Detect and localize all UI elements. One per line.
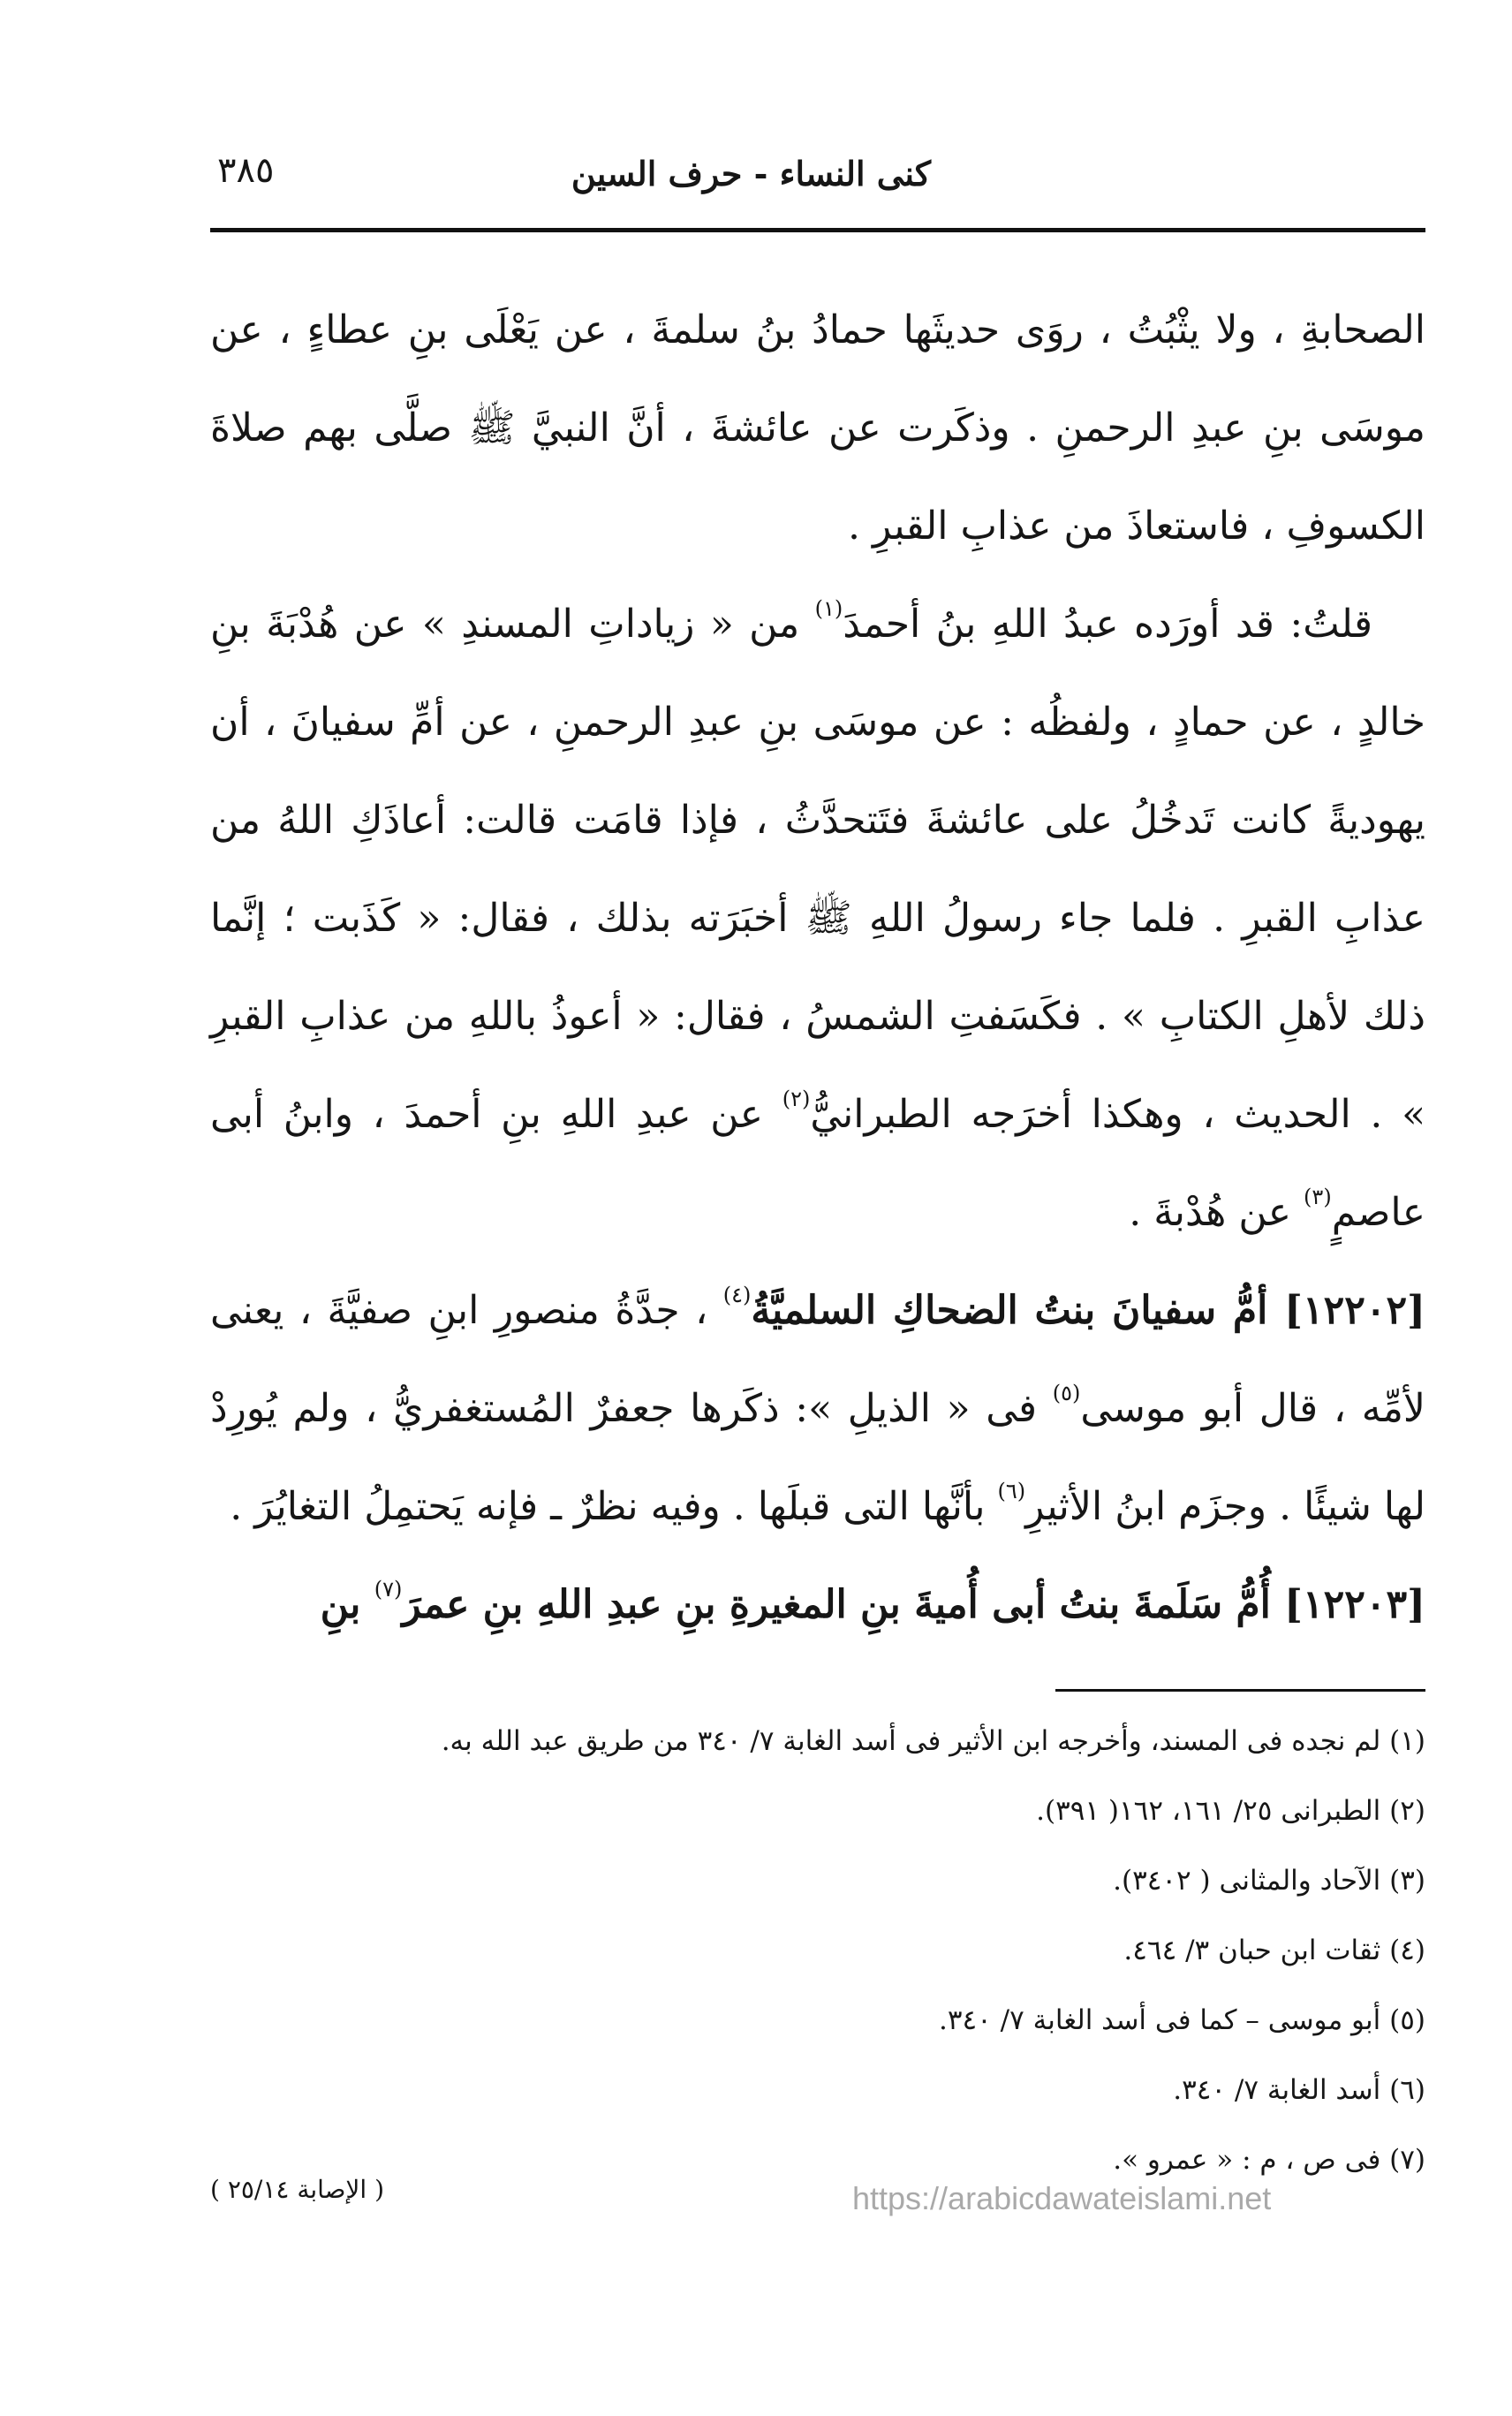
footnote-6: (٦) أسد الغابة ٧/ ٣٤٠. — [1173, 2074, 1425, 2106]
bottom-reference: ( الإصابة ٢٥/١٤ ) — [210, 2175, 385, 2204]
footnote-2: (٢) الطبرانى ٢٥/ ١٦١، ١٦٢( ٣٩١). — [1036, 1795, 1425, 1827]
entry-name-umm-sufyan: أمُّ سفيانَ بنتُ الضحاكِ السلميَّةُ — [751, 1288, 1285, 1333]
paragraph-1: الصحابةِ ، ولا يثْبُتُ ، روَى حديثَها حمادُ بنُ سلمةَ ، عن يَعْلَى بنِ عطاءٍ ، عن موسَى بنِ عبدِ الرحمنِ . وذكَرت عن عائشةَ ، أنَّ النبيَّ ﷺ صلَّى بهم صلاةَ الكسوفِ ، فاستعاذَ من عذابِ القبرِ . — [210, 307, 1425, 549]
paragraph-2-part-c: عن عبدِ اللهِ بنِ أحمدَ ، وابنُ أبى عاصمٍ — [210, 1092, 1425, 1235]
footnote-4: (٤) ثقات ابن حبان ٣/ ٤٦٤. — [1123, 1935, 1425, 1966]
paragraph-2 — [210, 575, 1425, 1261]
footnote-ref-6: (٦) — [997, 1479, 1026, 1503]
entry-12202-part-c: بأنَّها التى قبلَها . وفيه نظرٌ ـ فإنه يَحتمِلُ التغايُرَ . — [230, 1484, 998, 1529]
footnote-separator — [1055, 1689, 1425, 1692]
page-number: ٣٨٥ — [217, 150, 275, 191]
entry-name-umm-salama: أُمُّ سَلَمةَ بنتُ أبى أُميةَ بنِ المغيرةِ بنِ عبدِ اللهِ بنِ عمرَ — [402, 1582, 1285, 1627]
footnote-ref-1: (١) — [814, 596, 843, 621]
footnotes — [210, 1707, 1425, 2195]
footnote-ref-2: (٢) — [782, 1087, 811, 1111]
page-header — [210, 148, 1425, 210]
footnote-ref-5: (٥) — [1052, 1381, 1081, 1405]
entry-number-12202: [١٢٢٠٢] — [1284, 1288, 1425, 1333]
paragraph-2-part-b: من « زياداتِ المسندِ » عن هُدْبَةَ بنِ خالدٍ ، عن حمادٍ ، ولفظُه : عن موسَى بنِ عبدِ الرحمنِ ، عن أمِّ سفيانَ ، أن يهوديةً كانت تَدخُلُ على عائشةَ فتَتحدَّثُ ، فإذا قامَت قالت: أعاذَكِ اللهُ من عذابِ القبرِ . فلما جاء رسولُ اللهِ ﷺ أخبَرَته بذلك ، فقال: « كَذَبت ؛ إنَّما ذلك لأهلِ الكتابِ » . فكَسَفتِ الشمسُ ، فقال: « أعوذُ باللهِ من عذابِ القبرِ » . الحديث ، وهكذا أخرَجه الطبرانيُّ — [210, 602, 1426, 1137]
main-text — [210, 281, 1425, 1654]
footnote-ref-7: (٧) — [374, 1577, 403, 1602]
footnote-1: (١) لم نجده فى المسند، وأخرجه ابن الأثير فى أسد الغابة ٧/ ٣٤٠ من طريق عبد الله به. — [441, 1725, 1425, 1757]
entry-12202-part-a: ، جدَّةُ منصورِ ابنِ صفيَّةَ ، يعنى لأمِّه ، قال أبو موسى — [210, 1288, 1425, 1431]
running-title: كنى النساء - حرف السين — [571, 154, 931, 193]
paragraph-2-part-d: عن هُدْبةَ . — [1129, 1190, 1304, 1235]
entry-12202 — [210, 1261, 1425, 1556]
paragraph-2-part-a: قلتُ: قد أورَده عبدُ اللهِ بنُ أحمدَ — [843, 602, 1373, 647]
footnote-ref-4: (٤) — [722, 1283, 752, 1307]
watermark-url: https://arabicdawateislami.net — [852, 2180, 1272, 2216]
footnote-3: (٣) الآحاد والمثانى ( ٣٤٠٢). — [1113, 1865, 1425, 1897]
entry-12202-part-b: فى « الذيلِ »: ذكَرها جعفرٌ المُستغفريُّ ، ولم يُورِدْ لها شيئًا . وجزَم ابنُ الأثيرِ — [210, 1386, 1425, 1529]
footnote-5: (٥) أبو موسى – كما فى أسد الغابة ٧/ ٣٤٠. — [938, 2004, 1425, 2036]
entry-number-12203: [١٢٢٠٣] — [1284, 1582, 1425, 1627]
entry-12203 — [210, 1556, 1425, 1654]
header-rule — [210, 228, 1425, 232]
entry-12203-tail: بنِ — [320, 1582, 374, 1627]
footnote-7: (٧) فى ص ، م : « عمرو ». — [1113, 2144, 1425, 2176]
footnote-ref-3: (٣) — [1304, 1185, 1332, 1209]
